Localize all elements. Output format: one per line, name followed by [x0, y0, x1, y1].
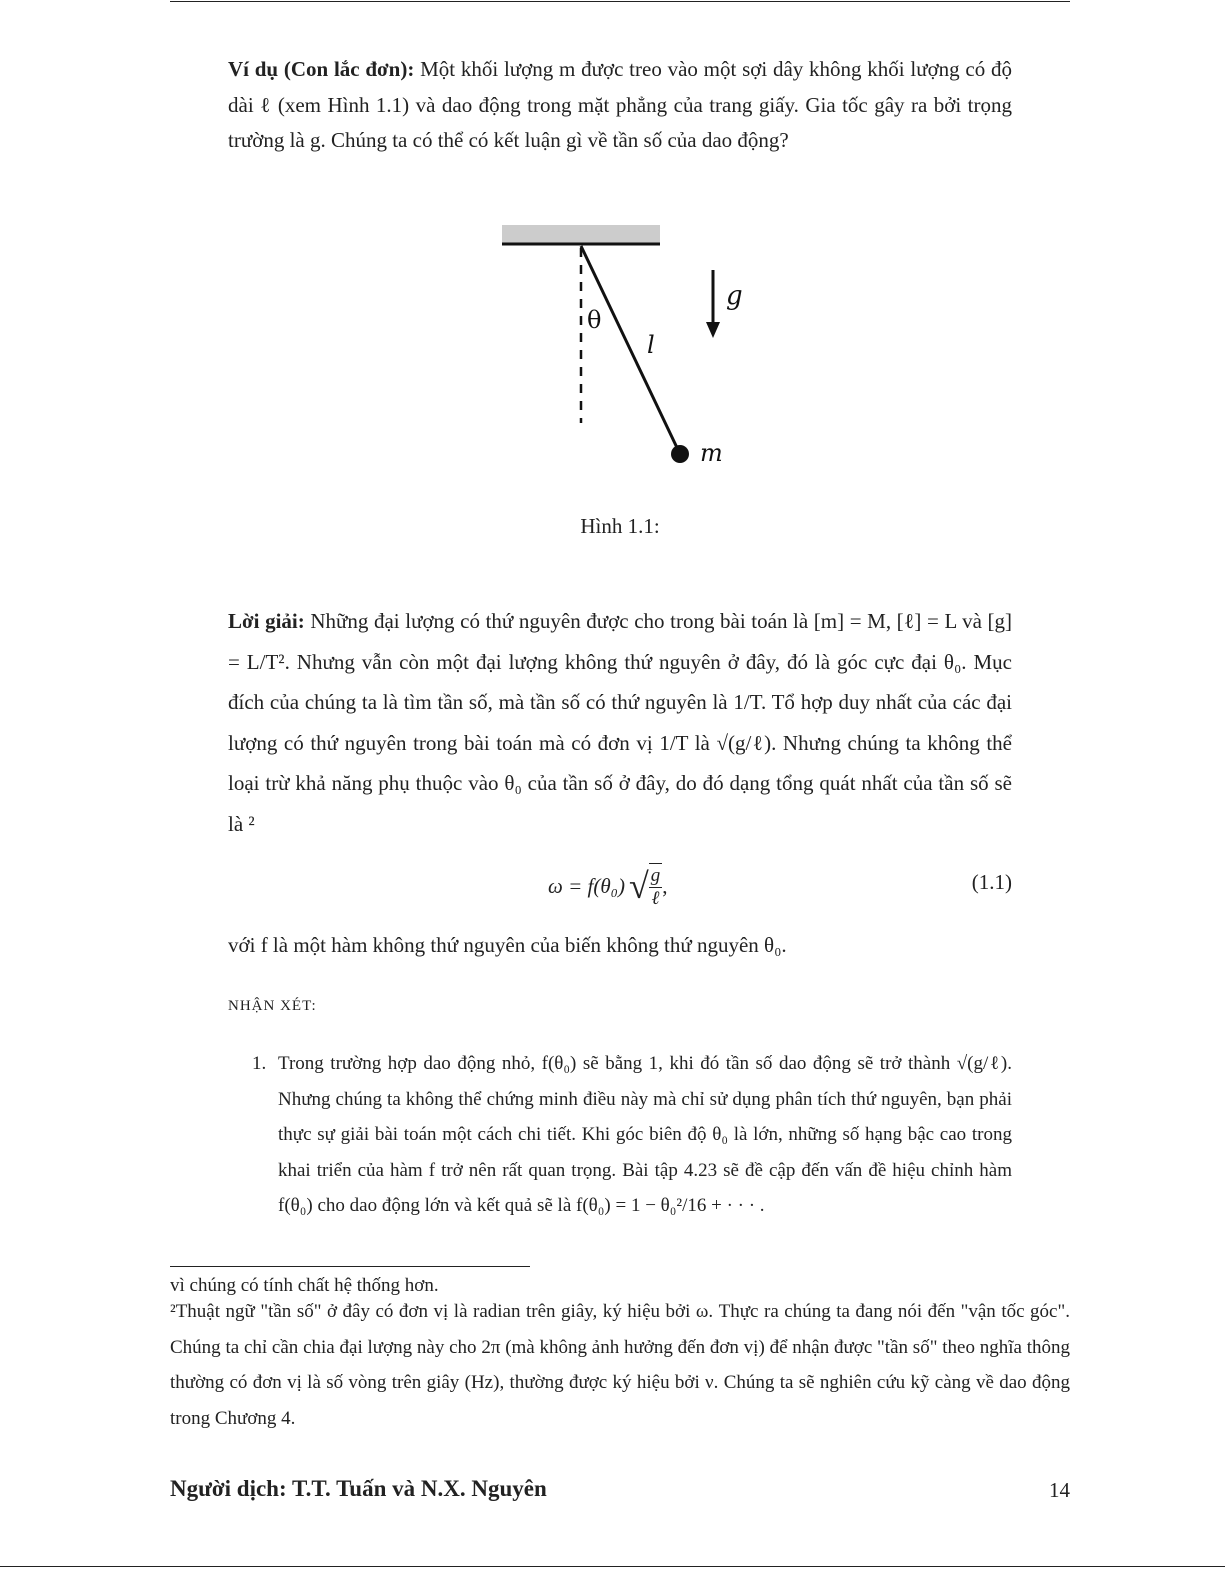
equation-fraction — [649, 863, 663, 910]
page-number: 14 — [1049, 1478, 1070, 1502]
length-label: l — [647, 331, 655, 359]
footnote-continued: vì chúng có tính chất hệ thống hơn. — [170, 1275, 439, 1296]
solution-label: Lời giải: — [228, 609, 305, 633]
equation-number: (1.1) — [971, 870, 1012, 894]
solution-text: Những đại lượng có thứ nguyên được cho trong bài toán là [m] = M, [ℓ] = L và [g] = L/T². Nhưng vẫn còn một đại lượng không thứ nguyên ở đây, đó là góc cực đại θ₀. Mục đích của chúng ta là tìm tần số, mà tần số có thứ nguyên là 1/T. Tổ hợp duy nhất của các đại lượng có thứ nguyên trong bài toán mà có đơn vị 1/T là √(g/ℓ). Nhưng chúng ta không thể loại trừ khả năng phụ thuộc vào θ₀ của tần số ở đây, do đó dạng tổng quát nhất của tần số sẽ là ² — [228, 609, 1013, 836]
remark-item: Trong trường hợp dao động nhỏ, f(θ₀) sẽ bằng 1, khi đó tần số dao động sẽ trở thành √(g/ℓ). Nhưng chúng ta không thể chứng minh điều này mà chỉ sử dụng phân tích thứ nguyên, bạn phải thực sự giải bài toán một cách chi tiết. Khi góc biên độ θ₀ là lớn, những số hạng bậc cao trong khai triển của hàm f trở nên rất quan trọng. Bài tập 4.23 sẽ đề cập đến vấn đề hiệu chỉnh hàm f(θ₀) cho dao động lớn và kết quả sẽ là f(θ₀) = 1 − θ₀²/16 + · · · . — [278, 1053, 1012, 1216]
example-paragraph — [228, 52, 1012, 159]
bottom-rule — [0, 1566, 1225, 1567]
example-text: Một khối lượng m được treo vào một sợi dây không khối lượng có độ dài ℓ (xem Hình 1.1) và dao động trong mặt phẳng của trang giấy. Gia tốc gây ra bởi trọng trường là g. Chúng ta có thể có kết luận gì về tần số của dao động? — [228, 57, 1013, 152]
pendulum-figure — [495, 218, 765, 480]
equation-comma: , — [662, 873, 668, 898]
after-equation-paragraph: với f là một hàm không thứ nguyên của biến không thứ nguyên θ₀. — [228, 933, 787, 957]
angle-label: θ — [587, 306, 602, 334]
equation-denominator: ℓ — [651, 887, 660, 909]
gravity-arrow-head — [706, 322, 720, 338]
example-label: Ví dụ (Con lắc đơn): — [228, 57, 415, 81]
footer-translators: Người dịch: T.T. Tuấn và N.X. Nguyên — [170, 1476, 547, 1501]
sqrt-sign: √ — [628, 866, 649, 906]
ceiling-block — [502, 225, 660, 243]
pendulum-mass — [671, 445, 689, 463]
pendulum-string — [581, 246, 680, 454]
remarks-heading: NHẬN XÉT: — [228, 998, 317, 1014]
equation-lhs: ω = f(θ₀) — [548, 873, 625, 898]
gravity-label: g — [726, 281, 743, 311]
equation-numerator: g — [650, 864, 661, 886]
footnote-2: ²Thuật ngữ "tần số" ở đây có đơn vị là radian trên giây, ký hiệu bởi ω. Thực ra chúng ta đang nói đến "vận tốc góc". Chúng ta chỉ cần chia đại lượng này cho 2π (mà không ảnh hưởng đến đơn vị) để nhận được "tần số" theo nghĩa thông thường có đơn vị là số vòng trên giây (Hz), thường được ký hiệu bởi ν. Chúng ta sẽ nghiên cứu kỹ càng về dao động trong Chương 4. — [170, 1301, 1070, 1429]
remark-number: 1. — [252, 1053, 267, 1074]
footnote-rule — [170, 1266, 530, 1267]
solution-paragraph — [228, 601, 1012, 845]
figure-caption: Hình 1.1: — [580, 514, 660, 538]
equation-1-1 — [548, 858, 667, 914]
mass-label: m — [700, 439, 723, 467]
top-rule — [170, 1, 1070, 2]
